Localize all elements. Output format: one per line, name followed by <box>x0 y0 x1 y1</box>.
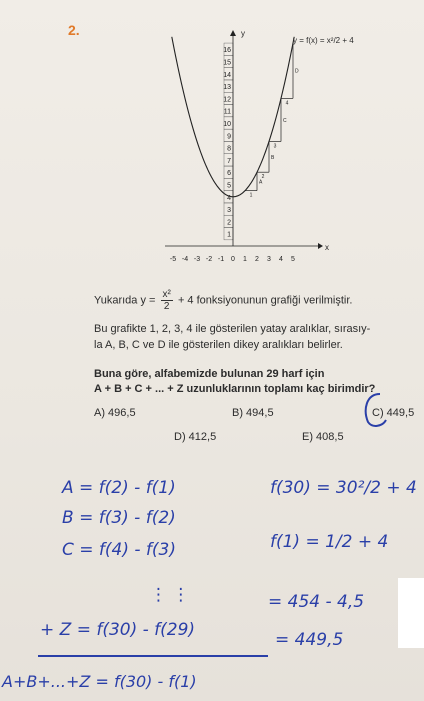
hw-line-sum: A+B+...+Z = f(30) - f(1) <box>2 672 197 691</box>
x-tick-label: 3 <box>267 256 271 263</box>
segment-label: D <box>295 68 299 75</box>
option-c: C) 449,5 <box>372 407 415 419</box>
answer-circle-mark <box>360 390 390 430</box>
option-b: B) 494,5 <box>232 407 274 419</box>
x-tick-label: -1 <box>217 256 225 263</box>
hw-f1: f(1) = 1/2 + 4 <box>270 532 389 552</box>
question-bold-line-2: A + B + C + ... + Z uzunluklarının toplamı kaç birimdir? <box>94 383 376 395</box>
intro-suffix: + 4 fonksiyonunun grafiği verilmiştir. <box>177 294 353 307</box>
y-tick-label: 1 <box>227 231 231 239</box>
y-tick-label: 4 <box>227 194 231 202</box>
fraction-numerator: x² <box>162 289 171 300</box>
hw-line-b: B = f(3) - f(2) <box>62 508 176 528</box>
y-tick-label: 2 <box>227 219 231 227</box>
y-tick-label: 11 <box>223 108 231 116</box>
x-tick-label: 4 <box>279 256 283 263</box>
step-label: 1 <box>249 192 253 199</box>
x-tick-label: -3 <box>193 256 201 263</box>
question-bold-line-1: Buna göre, alfabemizde bulunan 29 harf için <box>94 368 325 380</box>
x-tick-label: 2 <box>255 256 259 263</box>
function-label: y = f(x) = x²/2 + 4 <box>293 36 354 45</box>
y-tick-label: 3 <box>227 207 231 215</box>
x-tick-label: 1 <box>243 256 247 263</box>
y-tick-label: 7 <box>227 157 231 165</box>
step-label: 2 <box>261 174 265 181</box>
paragraph-line-1: Bu grafikte 1, 2, 3, 4 ile gösterilen yatay aralıklar, sırasıy- <box>94 323 371 335</box>
segment-label: B <box>271 154 275 161</box>
y-axis-arrow <box>230 30 236 36</box>
x-tick-label: -5 <box>169 256 177 263</box>
y-axis-label: y <box>241 29 245 38</box>
y-tick-label: 5 <box>227 182 231 190</box>
y-tick-label: 10 <box>223 121 231 128</box>
fraction-denominator: 2 <box>163 301 170 312</box>
white-paper-patch <box>398 578 424 648</box>
y-tick-label: 6 <box>227 170 231 178</box>
hw-calc-2: = 449,5 <box>275 630 344 650</box>
intro-prefix: Yukarıda y = <box>94 294 156 307</box>
option-e: E) 408,5 <box>302 431 344 443</box>
hw-line-a: A = f(2) - f(1) <box>62 478 176 498</box>
hw-line-z: + Z = f(30) - f(29) <box>40 620 196 640</box>
step-label: 3 <box>273 143 277 150</box>
segment-label: A <box>259 179 263 186</box>
question-number: 2. <box>68 22 80 38</box>
x-tick-label: -2 <box>205 256 213 263</box>
x-axis-label: x <box>325 243 329 252</box>
y-tick-label: 12 <box>223 96 231 104</box>
intro-line <box>94 289 353 312</box>
paragraph-line-2: la A, B, C ve D ile gösterilen dikey aralıkları belirler. <box>94 339 343 351</box>
x-axis-arrow <box>318 243 323 249</box>
y-tick-label: 13 <box>223 84 231 92</box>
hw-f30: f(30) = 30²/2 + 4 <box>270 478 417 498</box>
y-tick-label: 15 <box>223 59 231 67</box>
parabola-graph <box>160 25 360 265</box>
x-tick-label: -4 <box>181 256 189 263</box>
y-tick-label: 14 <box>223 71 231 79</box>
hw-calc-1: = 454 - 4,5 <box>268 592 365 612</box>
x-tick-label: 5 <box>291 256 295 263</box>
step-label: 4 <box>285 100 289 107</box>
x-tick-label: 0 <box>231 256 235 263</box>
hw-dots: ⋮ ⋮ <box>150 585 190 605</box>
option-d: D) 412,5 <box>174 431 217 443</box>
y-tick-label: 16 <box>223 47 231 55</box>
hw-line-c: C = f(4) - f(3) <box>62 540 176 560</box>
segment-label: C <box>283 117 287 124</box>
function-fraction <box>161 289 173 312</box>
y-tick-label: 9 <box>227 133 231 141</box>
option-a: A) 496,5 <box>94 407 136 419</box>
y-tick-label: 8 <box>227 145 231 153</box>
hw-sum-rule <box>38 655 268 657</box>
